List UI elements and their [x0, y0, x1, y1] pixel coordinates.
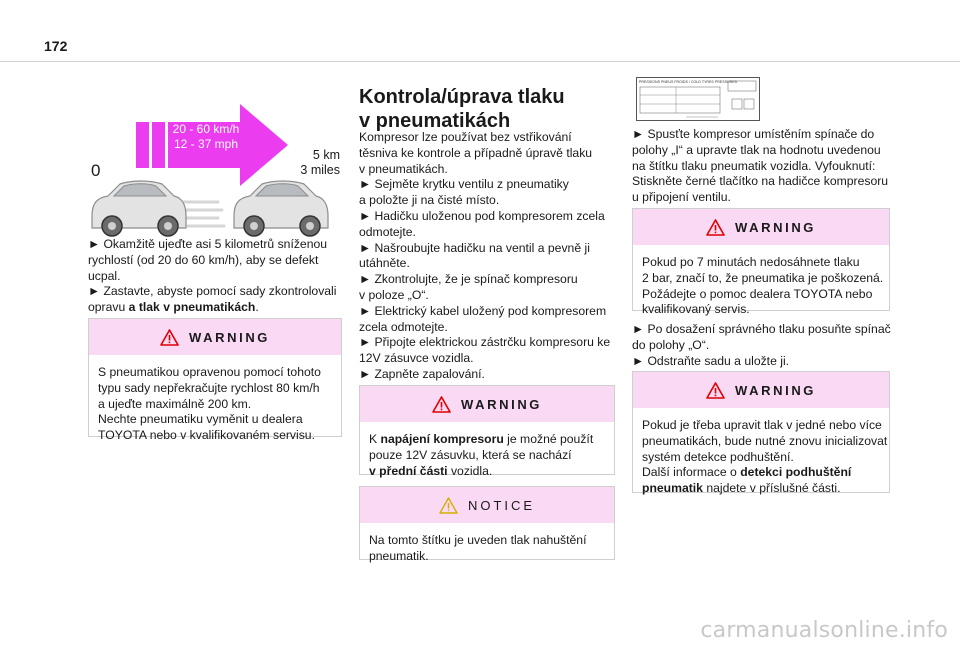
top-divider [0, 61, 960, 62]
footer-watermark-logo: carmanualsonline.info [700, 618, 948, 643]
warning-box-detection [632, 371, 890, 496]
warning-body: S pneumatikou opravenou pomocí tohoto typu sady nepřekračujte rychlost 80 km/h a ujeďte maximálně 200 km. Nechte pneumatiku vyměnit u dealera TOYOTA nebo v kvalifikovaném servisu. [98, 365, 321, 443]
text-line: ► Zastavte, abyste pomocí sady zkontrolovali [88, 284, 337, 299]
text-line: opravu a tlak v pneumatikách. [88, 300, 259, 315]
notice-icon [439, 497, 458, 514]
text-line: rychlostí (od 20 do 60 km/h), aby se defekt [88, 252, 319, 267]
section-heading: Kontrola/úprava tlaku v pneumatikách [359, 86, 565, 132]
warning-body: Pokud po 7 minutách nedosáhnete tlaku 2 bar, značí to, že pneumatika je poškozená. Požádejte o pomoc dealera TOYOTA nebo kvalifikovaný servis. [642, 255, 884, 317]
label-header-text: PRESSIONS PNEUS FROIDS / COLD TYRES PRESSURES [639, 80, 737, 84]
warning-icon [432, 396, 451, 413]
warning-icon [706, 219, 725, 236]
distance-start-label: 0 [91, 161, 101, 180]
speed-distance-illustration [88, 100, 342, 240]
warning-icon [706, 382, 725, 399]
warning-title: WARNING [734, 219, 817, 235]
warning-icon [160, 329, 179, 346]
speed-kmh-label: 20 - 60 km/h [172, 122, 240, 136]
car-end-icon [234, 181, 328, 236]
warning-header [89, 319, 341, 355]
warning-header [633, 209, 889, 245]
warning-box-speed [88, 318, 342, 443]
warning-box-pressure [632, 208, 890, 317]
notice-header [360, 487, 614, 523]
warning-body: Pokud je třeba upravit tlak v jedné nebo více pneumatikách, bude nutné znovu inicializovat systém detekce podhuštění. Další informace o detekci podhuštění pneumatik najdete v příslušné části. [642, 418, 888, 496]
speed-bar-1 [136, 122, 149, 168]
distance-km-label: 5 km [312, 148, 340, 162]
car-start-icon [92, 181, 186, 236]
notice-box [359, 486, 615, 563]
text-line: ucpal. [88, 268, 121, 283]
text-line: ► Okamžitě ujeďte asi 5 kilometrů sníženou [88, 237, 328, 251]
notice-body: Na tomto štítku je uveden tlak nahuštění pneumatik. [369, 533, 587, 563]
warning-header [360, 386, 614, 422]
page-number: 172 [44, 38, 68, 54]
left-instructions [88, 237, 336, 316]
warning-header [633, 372, 889, 408]
warning-box-power [359, 385, 615, 478]
right-instructions-2: ► Po dosažení správného tlaku posuňte spínač do polohy „O“. ► Odstraňte sadu a uložte ji. [632, 322, 891, 368]
middle-instructions: Kompresor lze používat bez vstřikování těsniva ke kontrole a případně úpravě tlaku v pneumatikách. ► Sejměte krytku ventilu z pneumatiky a položte ji na čisté místo. ► Hadičku uloženou pod kompresorem zcela odmotejte. ► Našroubujte hadičku na ventil a pevně ji utáhněte. ► Zkontrolujte, že je spínač kompresoru v poloze „O“. ► Elektrický kabel uložený pod kompresorem zcela odmotejte. ► Připojte elektrickou zástrčku kompresoru ke 12V zásuvce vozidla. ► Zapněte zapalování. [359, 130, 611, 381]
distance-miles-label: 3 miles [300, 163, 340, 177]
right-instructions-1: ► Spusťte kompresor umístěním spínače do polohy „I“ a upravte tlak na hodnotu uvedenou na štítku tlaku pneumatik vozidla. Vyfouknutí: Stiskněte černé tlačítko na hadičce kompresoru u připojení ventilu. [632, 127, 889, 205]
tyre-pressure-label-image [636, 77, 760, 121]
warning-title: WARNING [188, 329, 271, 345]
speed-mph-label: 12 - 37 mph [173, 137, 239, 151]
warning-body: K napájení kompresoru je možné použít pouze 12V zásuvku, která se nachází v přední části vozidla. [369, 432, 594, 478]
warning-title: WARNING [734, 382, 817, 398]
speed-bar-2 [152, 122, 165, 168]
warning-title: WARNING [460, 396, 543, 412]
notice-title: NOTICE [467, 497, 536, 513]
